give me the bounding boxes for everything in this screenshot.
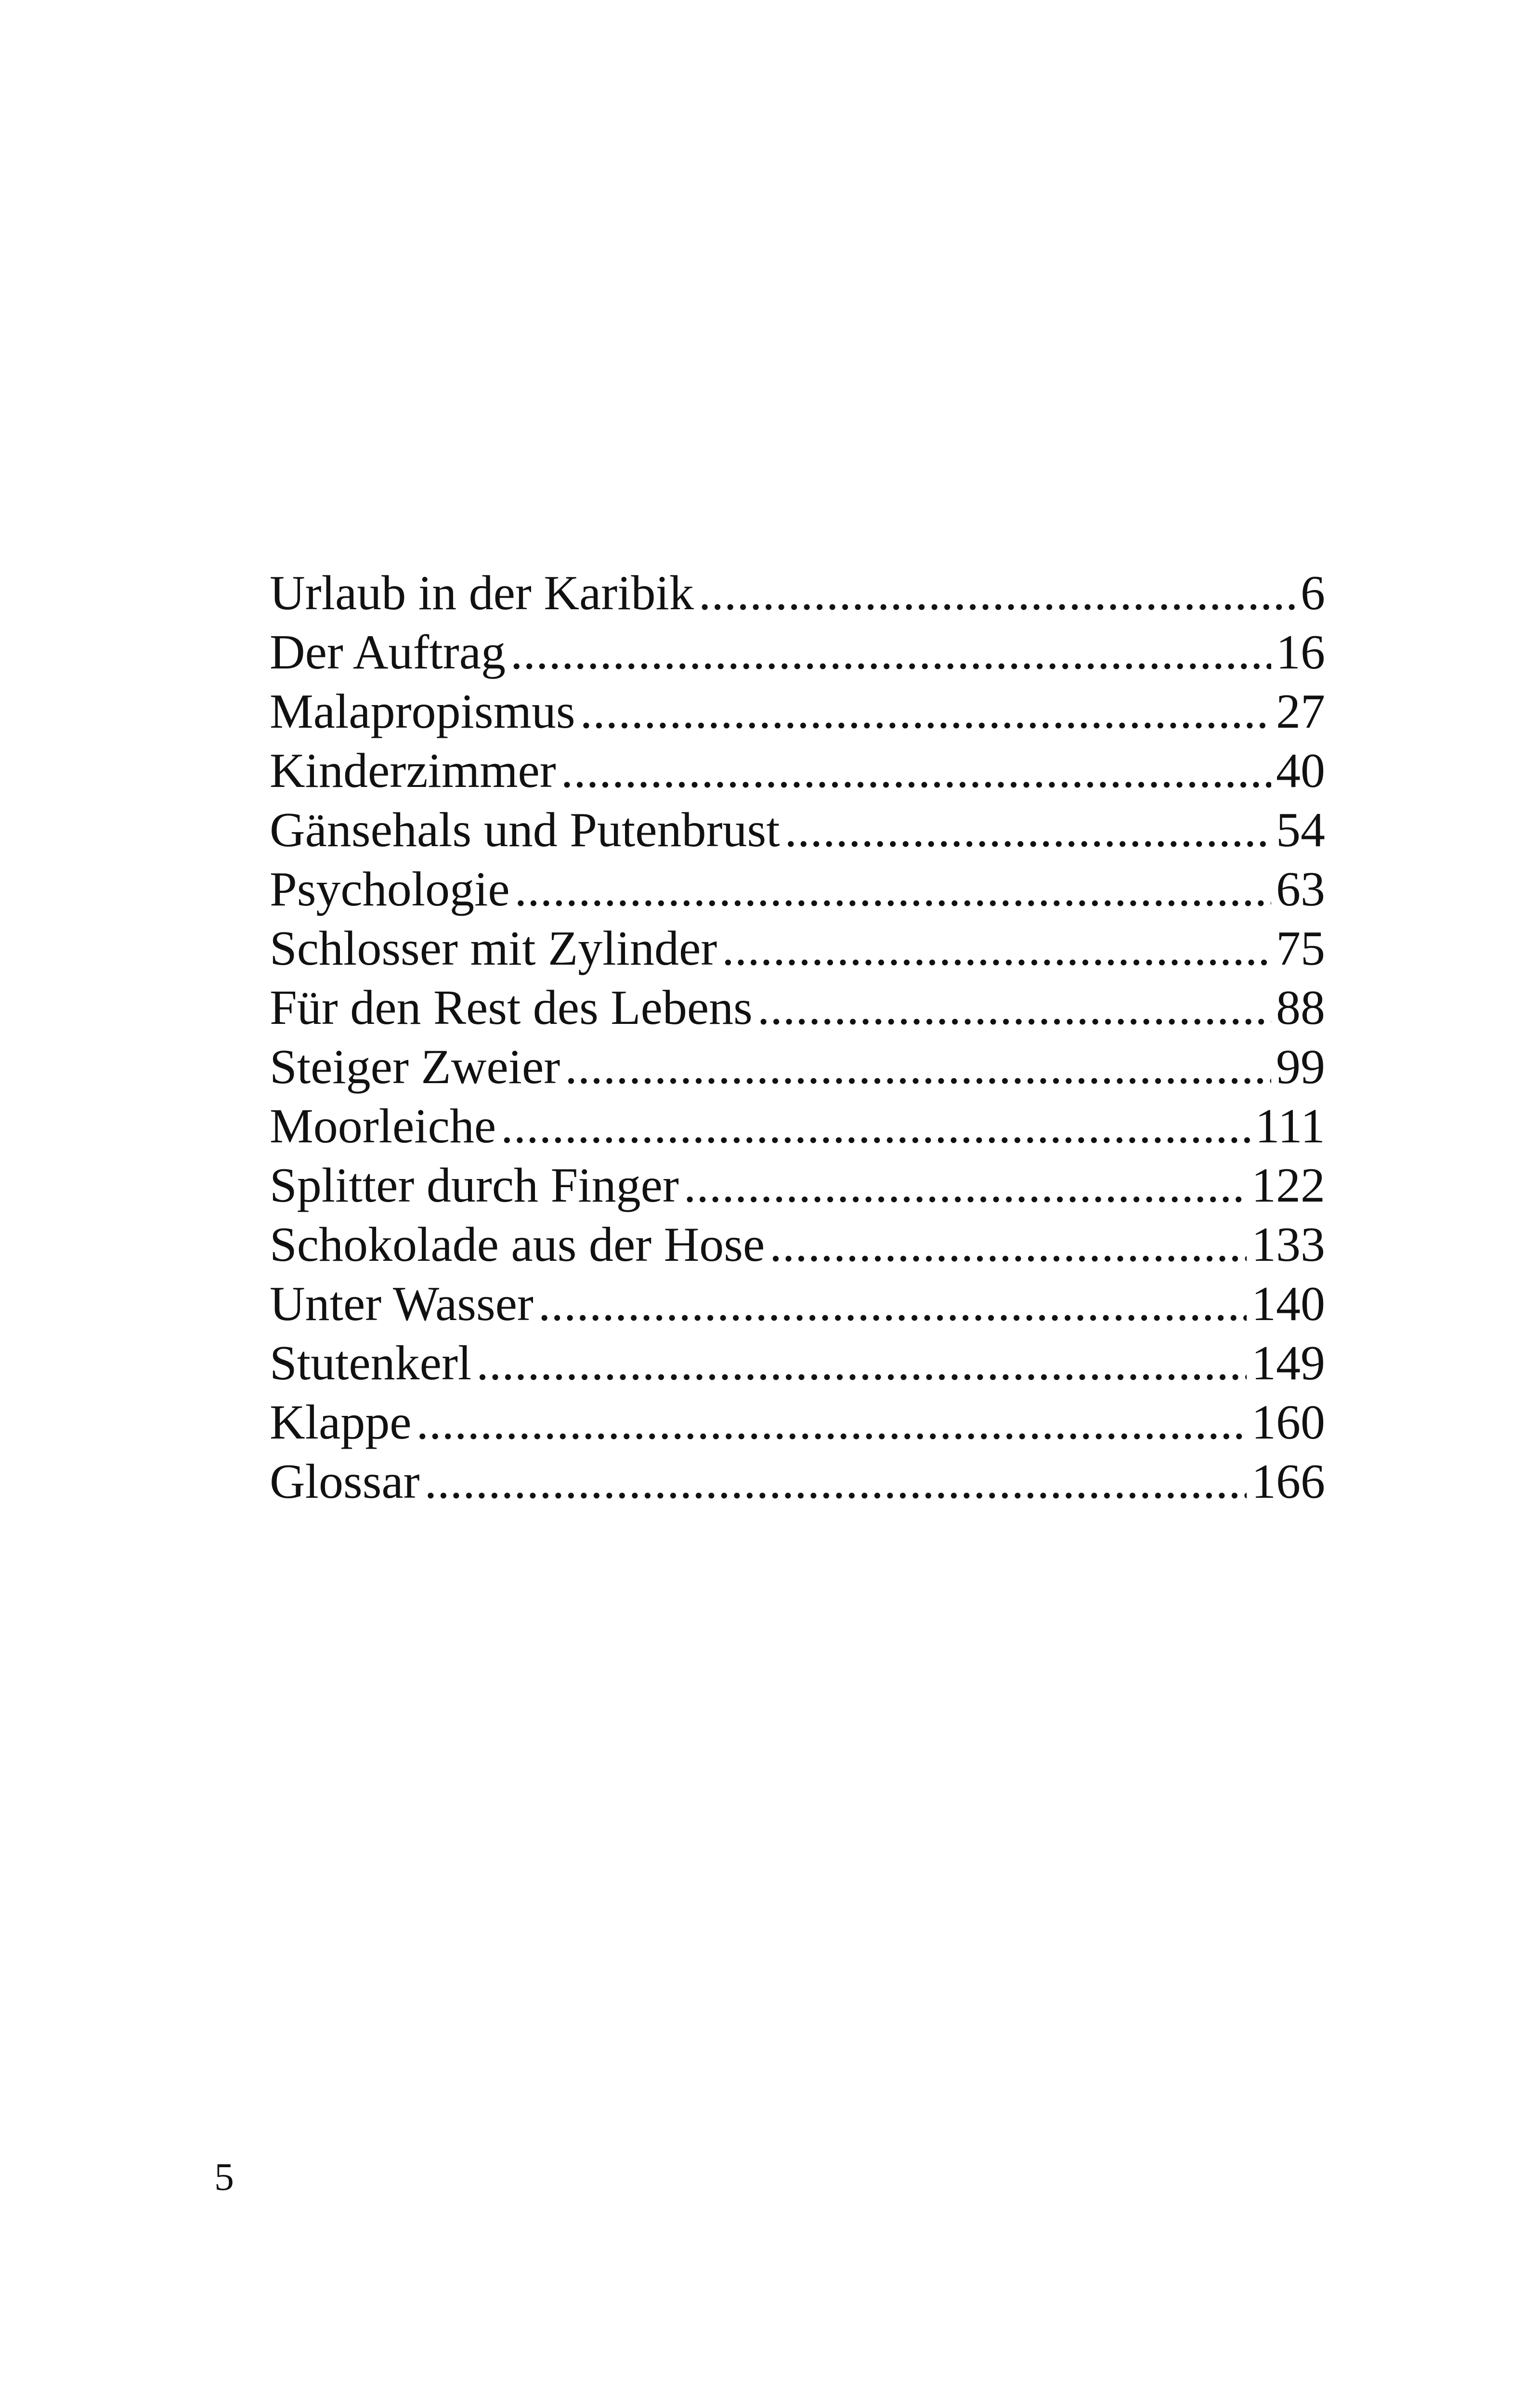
toc-entry-page: 133 — [1251, 1217, 1325, 1272]
toc-entry — [270, 623, 1325, 682]
toc-entry-page: 160 — [1251, 1395, 1325, 1450]
toc-entry — [270, 978, 1325, 1037]
toc-entry-title: Unter Wasser — [270, 1277, 534, 1331]
toc-entry — [270, 1037, 1325, 1097]
dot-leader — [757, 978, 1271, 1037]
toc-entry — [270, 1215, 1325, 1274]
toc-entry-title: Stutenkerl — [270, 1336, 472, 1390]
toc-entry-page: 122 — [1251, 1158, 1325, 1213]
toc-entry-title: Splitter durch Finger — [270, 1158, 679, 1213]
toc-entry — [270, 682, 1325, 741]
toc-entry — [270, 800, 1325, 860]
toc-entry — [270, 741, 1325, 800]
toc-entry — [270, 1274, 1325, 1334]
toc-entry-page: 63 — [1276, 862, 1325, 916]
dot-leader — [722, 919, 1271, 978]
toc-entry-title: Steiger Zweier — [270, 1040, 560, 1094]
toc-entry-page: 140 — [1251, 1277, 1325, 1331]
toc-entry-title: Urlaub in der Karibik — [270, 566, 694, 620]
dot-leader — [515, 860, 1271, 919]
toc-entry-page: 6 — [1301, 566, 1325, 620]
toc-entry — [270, 1097, 1325, 1156]
dot-leader — [699, 563, 1296, 623]
dot-leader — [565, 1037, 1271, 1097]
toc-entry — [270, 563, 1325, 623]
dot-leader — [510, 623, 1271, 682]
toc-entry-title: Für den Rest des Lebens — [270, 981, 753, 1035]
dot-leader — [476, 1334, 1247, 1393]
dot-leader — [501, 1097, 1250, 1156]
dot-leader — [769, 1215, 1247, 1274]
toc-entry-title: Kinderzimmer — [270, 744, 556, 798]
toc-entry-title: Schokolade aus der Hose — [270, 1217, 765, 1272]
toc-entry-page: 75 — [1276, 921, 1325, 976]
toc-entry-page: 16 — [1276, 625, 1325, 680]
toc-entry-page: 54 — [1276, 803, 1325, 857]
toc-entry — [270, 1452, 1325, 1511]
toc-entry-page: 149 — [1251, 1336, 1325, 1390]
dot-leader — [538, 1274, 1247, 1334]
toc-entry — [270, 1156, 1325, 1215]
toc-entry — [270, 1393, 1325, 1452]
dot-leader — [417, 1393, 1247, 1452]
toc-entry-title: Psychologie — [270, 862, 510, 916]
toc-entry-title: Gänsehals und Putenbrust — [270, 803, 780, 857]
toc-entry-title: Glossar — [270, 1454, 420, 1509]
toc-entry-page: 111 — [1255, 1099, 1325, 1153]
page-number: 5 — [214, 2155, 234, 2199]
toc-entry-title: Schlosser mit Zylinder — [270, 921, 717, 976]
dot-leader — [580, 682, 1271, 741]
toc-entry-title: Moorleiche — [270, 1099, 496, 1153]
toc-entry-title: Malapropismus — [270, 684, 575, 739]
toc-entry — [270, 919, 1325, 978]
table-of-contents — [270, 563, 1325, 1511]
toc-entry-page: 99 — [1276, 1040, 1325, 1094]
toc-entry — [270, 1334, 1325, 1393]
toc-entry-page: 40 — [1276, 744, 1325, 798]
dot-leader — [684, 1156, 1247, 1215]
dot-leader — [425, 1452, 1247, 1511]
toc-entry — [270, 860, 1325, 919]
dot-leader — [785, 800, 1271, 860]
dot-leader — [561, 741, 1271, 800]
toc-entry-page: 88 — [1276, 981, 1325, 1035]
toc-entry-page: 166 — [1251, 1454, 1325, 1509]
toc-entry-title: Der Auftrag — [270, 625, 506, 680]
toc-entry-page: 27 — [1276, 684, 1325, 739]
toc-entry-title: Klappe — [270, 1395, 412, 1450]
